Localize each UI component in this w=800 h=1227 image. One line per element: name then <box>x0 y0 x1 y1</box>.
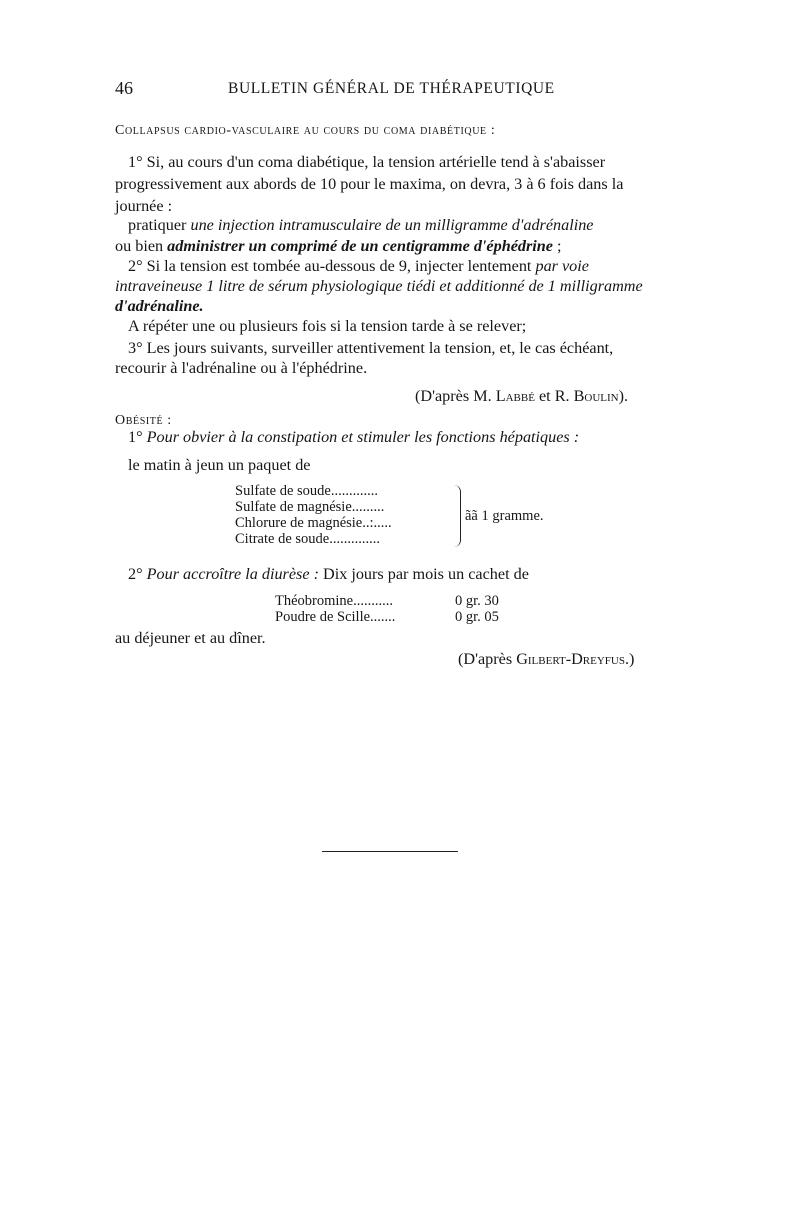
page-number: 46 <box>115 78 133 98</box>
paragraph-line <box>128 216 593 235</box>
text-run: ; <box>552 237 562 255</box>
end-rule <box>322 851 458 852</box>
text-run: (D'après <box>458 650 517 668</box>
text-run: .) <box>625 650 635 668</box>
section-heading-collapsus: Collapsus cardio-vasculaire au cours du coma diabétique : <box>115 123 496 138</box>
text-run: ). <box>618 387 629 405</box>
running-title: BULLETIN GÉNÉRAL DE THÉRAPEUTIQUE <box>228 80 555 97</box>
attribution <box>458 650 634 669</box>
paragraph-line <box>115 237 562 256</box>
paragraph-line: 3° Les jours suivants, surveiller attentivement la tension, et, le cas échéant, <box>128 339 614 357</box>
author-name: Labbé <box>495 387 535 405</box>
item-number: 1° <box>128 428 147 446</box>
item-number: 2° <box>128 565 147 583</box>
ingredient-line: Sulfate de soude............. <box>235 483 378 499</box>
dose-text: ãã 1 gramme. <box>465 508 544 524</box>
paragraph-line: au déjeuner et au dîner. <box>115 629 266 647</box>
paragraph-line: 1° Si, au cours d'un coma diabétique, la tension artérielle tend à s'abaisser <box>128 153 606 171</box>
attribution <box>415 387 628 406</box>
paragraph-line: journée : <box>115 197 173 215</box>
italic-text: par voie <box>535 257 589 275</box>
paragraph-line: recourir à l'adrénaline ou à l'éphédrine. <box>115 359 368 377</box>
bold-italic-text: administrer un comprimé de un centigramme d'éphédrine <box>167 237 553 255</box>
italic-text: Pour accroître la diurèse : <box>146 565 319 583</box>
curly-brace <box>453 485 461 547</box>
paragraph-line: intraveineuse 1 litre de sérum physiologique tiédi et additionné de 1 milligramme <box>115 277 643 295</box>
text-run: (D'après M. <box>415 387 496 405</box>
ingredient-line: Citrate de soude.............. <box>235 531 380 547</box>
ingredient-dose: 0 gr. 30 <box>455 593 499 609</box>
text-run: ou bien <box>115 237 168 255</box>
ingredient-line: Théobromine........... <box>275 593 393 609</box>
list-item <box>128 565 529 584</box>
author-name: Boulin <box>573 387 619 405</box>
paragraph-line: le matin à jeun un paquet de <box>128 456 311 474</box>
author-name: Gilbert-Dreyfus <box>516 650 625 668</box>
text-run: pratiquer <box>128 216 191 234</box>
text-run: et R. <box>534 387 574 405</box>
text-run: 2° Si la tension est tombée au-dessous de 9, injecter lentement <box>128 257 536 275</box>
italic-text: une injection intramusculaire de un milligramme d'adrénaline <box>190 216 594 234</box>
ingredient-line: Sulfate de magnésie......... <box>235 499 385 515</box>
list-item <box>128 428 579 447</box>
paragraph-line: A répéter une ou plusieurs fois si la tension tarde à se relever; <box>128 317 527 335</box>
ingredient-line: Poudre de Scille....... <box>275 609 396 625</box>
section-heading-obesite: Obésité : <box>115 413 172 428</box>
italic-text: Pour obvier à la constipation et stimuler les fonctions hépatiques : <box>146 428 580 446</box>
paragraph-line <box>128 257 589 276</box>
paragraph-line: progressivement aux abords de 10 pour le maxima, on devra, 3 à 6 fois dans la <box>115 175 624 193</box>
text-run: Dix jours par mois un cachet de <box>318 565 529 583</box>
ingredient-line: Chlorure de magnésie..:..... <box>235 515 392 531</box>
ingredient-dose: 0 gr. 05 <box>455 609 499 625</box>
paragraph-line: d'adrénaline. <box>115 297 204 315</box>
